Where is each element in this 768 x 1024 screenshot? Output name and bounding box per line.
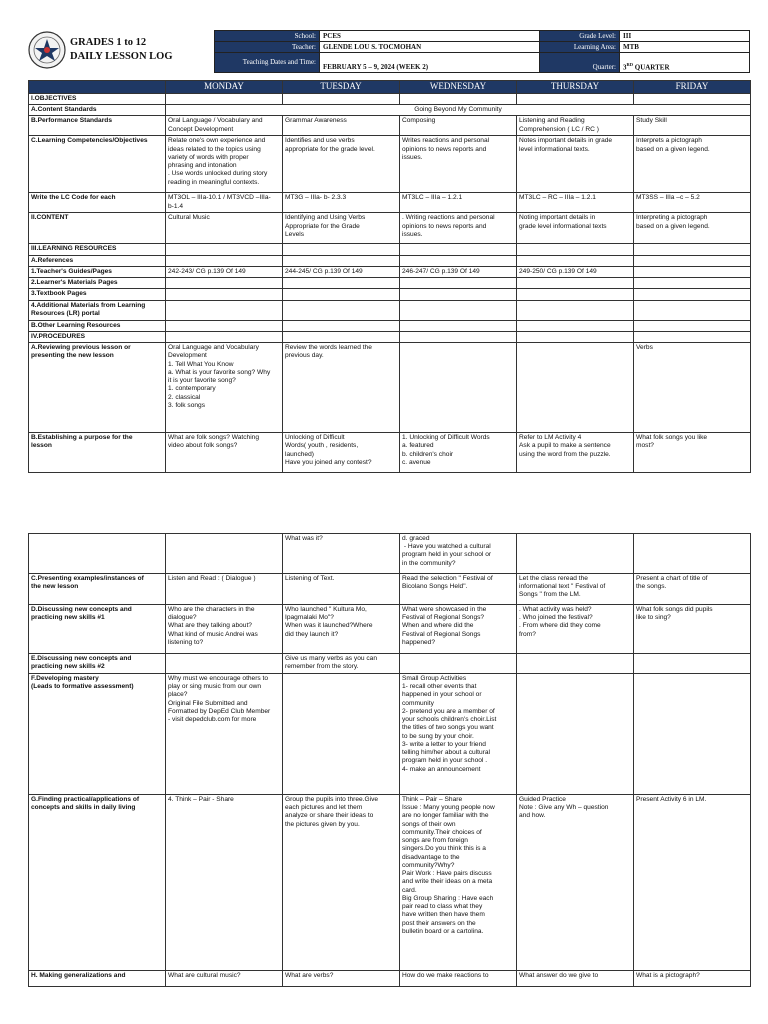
day-cell-thursday: [517, 320, 634, 331]
day-cell-friday: MT3SS – IIIa –c – 5.2: [634, 193, 751, 213]
day-cell-wednesday: [400, 300, 517, 320]
grade-value: III: [620, 31, 750, 42]
day-header-row: [29, 81, 751, 94]
day-cell-wednesday: How do we make reactions to: [400, 971, 517, 987]
day-cell-thursday: [517, 244, 634, 255]
area-value: MTB: [620, 42, 750, 53]
day-cell-tuesday: [283, 244, 400, 255]
log-title: [70, 36, 173, 64]
row-label: 4.Additional Materials from Learning Resources (LR) portal: [29, 300, 166, 320]
day-cell-wednesday: [400, 255, 517, 266]
day-cell-wednesday: Read the selection " Festival of Bicolano Songs Held".: [400, 574, 517, 605]
row-label: I.OBJECTIVES: [29, 94, 166, 105]
lesson-table-part2: [28, 533, 751, 987]
day-cell-wednesday: [400, 654, 517, 674]
day-cell-thursday: Guided Practice Note : Give any Wh – question and how.: [517, 795, 634, 971]
day-cell-thursday: Noting important details in grade level informational texts: [517, 213, 634, 244]
day-cell-thursday: [517, 331, 634, 342]
day-cell-friday: [634, 320, 751, 331]
day-cell-monday: [166, 654, 283, 674]
row-label: II.CONTENT: [29, 213, 166, 244]
day-cell-monday: 4. Think – Pair - Share: [166, 795, 283, 971]
day-cell-friday: [634, 534, 751, 574]
day-cell-friday: [634, 674, 751, 795]
day-cell-friday: [634, 94, 751, 105]
day-cell-wednesday: [400, 289, 517, 300]
quarter-value: 3RD QUARTER: [620, 53, 750, 73]
lesson-row: [29, 674, 751, 795]
day-cell-friday: Present a chart of title of the songs.: [634, 574, 751, 605]
day-header-0: MONDAY: [166, 81, 283, 94]
day-cell-thursday: Listening and Reading Comprehension ( LC / RC ): [517, 116, 634, 136]
day-header-2: WEDNESDAY: [400, 81, 517, 94]
day-cell-thursday: [517, 343, 634, 433]
school-label: School:: [215, 31, 320, 42]
day-cell-tuesday: Give us many verbs as you can remember from the story.: [283, 654, 400, 674]
grade-label: Grade Level:: [540, 31, 620, 42]
day-cell-friday: [634, 300, 751, 320]
day-cell-friday: Verbs: [634, 343, 751, 433]
day-cell-wednesday: Think – Pair – Share Issue : Many young people now are no longer familiar with the songs of their own community.Their choices of songs are from foreign singers.Do you think this is a disadvantage to the community?Why? Pair Work : Have pairs discuss and write their ideas on a meta card. Big Group Sharing : Have each pair read to class what they have written then have them post their answers on the bulletin board or a cartolina.: [400, 795, 517, 971]
row-label: C.Presenting examples/instances of the new lesson: [29, 574, 166, 605]
day-cell-tuesday: [283, 300, 400, 320]
row-label: B.Establishing a purpose for the lesson: [29, 433, 166, 473]
day-cell-monday: Oral Language and Vocabulary Development 1. Tell What You Know a. What is your favorite song? Why it is your favorite song? 1. contemporary 2. classical 3. folk songs: [166, 343, 283, 433]
day-cell-tuesday: [283, 278, 400, 289]
lesson-row: [29, 278, 751, 289]
day-cell-tuesday: Group the pupils into three.Give each pictures and let them analyze or share their ideas to the pictures given by you.: [283, 795, 400, 971]
lesson-row: [29, 105, 751, 116]
quarter-label: Quarter:: [540, 53, 620, 73]
day-cell-tuesday: Who launched " Kultura Mo, Ipagmalaki Mo"? When was it launched?Where did they launch it?: [283, 605, 400, 654]
day-cell-tuesday: Grammar Awareness: [283, 116, 400, 136]
day-cell-monday: 242-243/ CG p.139 Of 149: [166, 266, 283, 277]
day-cell-wednesday: [400, 331, 517, 342]
day-cell-monday: [166, 320, 283, 331]
day-cell-friday: [634, 289, 751, 300]
day-cell-monday: [166, 331, 283, 342]
day-cell-monday: [166, 255, 283, 266]
day-cell-wednesday: Writes reactions and personal opinions to news reports and issues.: [400, 136, 517, 193]
day-header-3: THURSDAY: [517, 81, 634, 94]
day-cell-wednesday: . Writing reactions and personal opinions to news reports and issues.: [400, 213, 517, 244]
day-cell-monday: [166, 289, 283, 300]
row-label: E.Discussing new concepts and practicing new skills #2: [29, 654, 166, 674]
row-label: F.Developing mastery (Leads to formative assessment): [29, 674, 166, 795]
day-cell-friday: What folk songs you like most?: [634, 433, 751, 473]
day-cell-thursday: [517, 278, 634, 289]
row-label: Write the LC Code for each: [29, 193, 166, 213]
day-cell-friday: [634, 278, 751, 289]
dates-label: Teaching Dates and Time:: [215, 53, 320, 73]
row-label: B.Other Learning Resources: [29, 320, 166, 331]
lesson-row: [29, 574, 751, 605]
day-cell-tuesday: 244-245/ CG p.139 Of 149: [283, 266, 400, 277]
lesson-row: [29, 300, 751, 320]
day-cell-friday: Interpreting a pictograph based on a given legend.: [634, 213, 751, 244]
lesson-row: [29, 289, 751, 300]
day-cell-friday: What is a pictograph?: [634, 971, 751, 987]
lesson-row: [29, 266, 751, 277]
day-cell-thursday: Notes important details in grade level informational texts.: [517, 136, 634, 193]
day-cell-wednesday: Small Group Activities 1- recall other events that happened in your school or community 2- pretend you are a member of your schools children's choir.List the titles of two songs you want to be sung by your choir. 3- write a letter to your friend telling him/her about a cultural program held in your school . 4- make an announcement: [400, 674, 517, 795]
day-cell-friday: Interprets a pictograph based on a given legend.: [634, 136, 751, 193]
day-cell-wednesday: [400, 320, 517, 331]
lesson-row: [29, 213, 751, 244]
day-cell-wednesday: 246-247/ CG p.139 Of 149: [400, 266, 517, 277]
lesson-table-part1: [28, 80, 751, 473]
school-value: PCES: [320, 31, 540, 42]
lesson-row: [29, 605, 751, 654]
lesson-row: [29, 654, 751, 674]
day-cell-thursday: [517, 255, 634, 266]
teacher-value: GLENDE LOU S. TOCMOHAN: [320, 42, 540, 53]
day-cell-friday: [634, 244, 751, 255]
deped-seal-icon: [28, 30, 66, 70]
day-cell-thursday: [517, 289, 634, 300]
day-cell-tuesday: [283, 320, 400, 331]
lesson-row: [29, 116, 751, 136]
lesson-row: [29, 255, 751, 266]
day-cell-friday: What folk songs did pupils like to sing?: [634, 605, 751, 654]
row-label: A.Reviewing previous lesson or presenting the new lesson: [29, 343, 166, 433]
lesson-row: [29, 320, 751, 331]
day-cell-tuesday: Review the words learned the previous day.: [283, 343, 400, 433]
dates-value: FEBRUARY 5 – 9, 2024 (WEEK 2): [320, 53, 540, 73]
lesson-row: [29, 343, 751, 433]
title-line2: DAILY LESSON LOG: [70, 51, 173, 62]
lesson-row: [29, 136, 751, 193]
header: [28, 30, 750, 74]
row-label: A.Content Standards: [29, 105, 166, 116]
day-cell-thursday: [517, 674, 634, 795]
row-label: 2.Learner's Materials Pages: [29, 278, 166, 289]
day-cell-monday: Relate one's own experience and ideas related to the topics using variety of words with proper phrasing and intonation . Use words unlocked during story reading in meaningful contexts.: [166, 136, 283, 193]
day-cell-monday: [166, 534, 283, 574]
row-label: III.LEARNING RESOURCES: [29, 244, 166, 255]
lesson-row: [29, 795, 751, 971]
day-cell-thursday: What answer do we give to: [517, 971, 634, 987]
day-cell-friday: Study Skill: [634, 116, 751, 136]
day-cell-tuesday: What was it?: [283, 534, 400, 574]
day-cell-monday: What are cultural music?: [166, 971, 283, 987]
day-cell-monday: Who are the characters in the dialogue? What are they talking about? What kind of music Andrei was listening to?: [166, 605, 283, 654]
row-label: B.Performance Standards: [29, 116, 166, 136]
day-cell-tuesday: Identifying and Using Verbs Appropriate for the Grade Levels: [283, 213, 400, 244]
day-cell-tuesday: Listening of Text.: [283, 574, 400, 605]
day-cell-monday: Oral Language / Vocabulary and Concept Development: [166, 116, 283, 136]
day-header-blank: [29, 81, 166, 94]
day-cell-monday: [166, 244, 283, 255]
day-cell-monday: Cultural Music: [166, 213, 283, 244]
day-cell-tuesday: [283, 94, 400, 105]
lesson-row: [29, 244, 751, 255]
day-cell-wednesday: [400, 244, 517, 255]
day-cell-thursday: MT3LC – RC – IIIa – 1.2.1: [517, 193, 634, 213]
row-label: D.Discussing new concepts and practicing new skills #1: [29, 605, 166, 654]
row-label: H. Making generalizations and: [29, 971, 166, 987]
day-cell-friday: Present Activity 6 in LM.: [634, 795, 751, 971]
day-cell-friday: [634, 255, 751, 266]
day-cell-friday: [634, 654, 751, 674]
day-header-4: FRIDAY: [634, 81, 751, 94]
day-cell-wednesday: Composing: [400, 116, 517, 136]
day-cell-friday: [634, 266, 751, 277]
day-cell-wednesday: MT3LC – IIIa – 1.2.1: [400, 193, 517, 213]
day-cell-tuesday: [283, 289, 400, 300]
day-cell-thursday: 249-250/ CG p.139 Of 149: [517, 266, 634, 277]
lesson-row: [29, 971, 751, 987]
row-label: 1.Teacher's Guides/Pages: [29, 266, 166, 277]
day-cell-thursday: [517, 654, 634, 674]
teacher-label: Teacher:: [215, 42, 320, 53]
lesson-row: [29, 331, 751, 342]
day-cell-tuesday: Unlocking of Difficult Words( youth , residents, launched) Have you joined any contest?: [283, 433, 400, 473]
day-cell-monday: Why must we encourage others to play or sing music from our own place? Original File Submitted and Formatted by DepEd Club Member - visit depedclub.com for more: [166, 674, 283, 795]
lesson-row: [29, 534, 751, 574]
day-cell-wednesday: What were showcased in the Festival of Regional Songs? When and where did the Festival of Regional Songs happened?: [400, 605, 517, 654]
row-label: 3.Textbook Pages: [29, 289, 166, 300]
day-cell-thursday: Let the class reread the informational text " Festival of Songs " from the LM.: [517, 574, 634, 605]
day-cell-wednesday: [400, 278, 517, 289]
day-cell-tuesday: [283, 255, 400, 266]
row-label: IV.PROCEDURES: [29, 331, 166, 342]
day-cell-thursday: [517, 300, 634, 320]
day-cell-tuesday: Identifies and use verbs appropriate for the grade level.: [283, 136, 400, 193]
content-standard-cell: Going Beyond My Community: [166, 105, 751, 116]
day-cell-friday: [634, 331, 751, 342]
lesson-row: [29, 193, 751, 213]
day-cell-monday: What are folk songs? Watching video about folk songs?: [166, 433, 283, 473]
area-label: Learning Area:: [540, 42, 620, 53]
day-cell-thursday: [517, 534, 634, 574]
day-cell-thursday: [517, 94, 634, 105]
title-line1: GRADES 1 to 12: [70, 37, 147, 48]
day-cell-monday: [166, 278, 283, 289]
row-label: [29, 534, 166, 574]
lesson-row: [29, 433, 751, 473]
day-cell-monday: MT3OL – IIIa-10.1 / MT3VCD –IIIa- b-1.4: [166, 193, 283, 213]
day-cell-tuesday: What are verbs?: [283, 971, 400, 987]
lesson-row: [29, 94, 751, 105]
day-cell-tuesday: [283, 674, 400, 795]
day-cell-thursday: Refer to LM Activity 4 Ask a pupil to make a sentence using the word from the puzzle.: [517, 433, 634, 473]
row-label: A.References: [29, 255, 166, 266]
day-header-1: TUESDAY: [283, 81, 400, 94]
day-cell-wednesday: [400, 94, 517, 105]
day-cell-wednesday: d. graced - Have you watched a cultural program held in your school or in the community?: [400, 534, 517, 574]
day-cell-thursday: . What activity was held? . Who joined the festival? . From where did they come from?: [517, 605, 634, 654]
day-cell-tuesday: [283, 331, 400, 342]
day-cell-wednesday: [400, 343, 517, 433]
row-label: C.Learning Competencies/Objectives: [29, 136, 166, 193]
row-label: G.Finding practical/applications of concepts and skills in daily living: [29, 795, 166, 971]
day-cell-monday: Listen and Read : ( Dialogue ): [166, 574, 283, 605]
day-cell-wednesday: 1. Unlocking of Difficult Words a. featured b. children's choir c. avenue: [400, 433, 517, 473]
meta-table: [214, 30, 750, 73]
day-cell-monday: [166, 300, 283, 320]
day-cell-tuesday: MT3G – IIIa- b- 2.3.3: [283, 193, 400, 213]
day-cell-monday: [166, 94, 283, 105]
